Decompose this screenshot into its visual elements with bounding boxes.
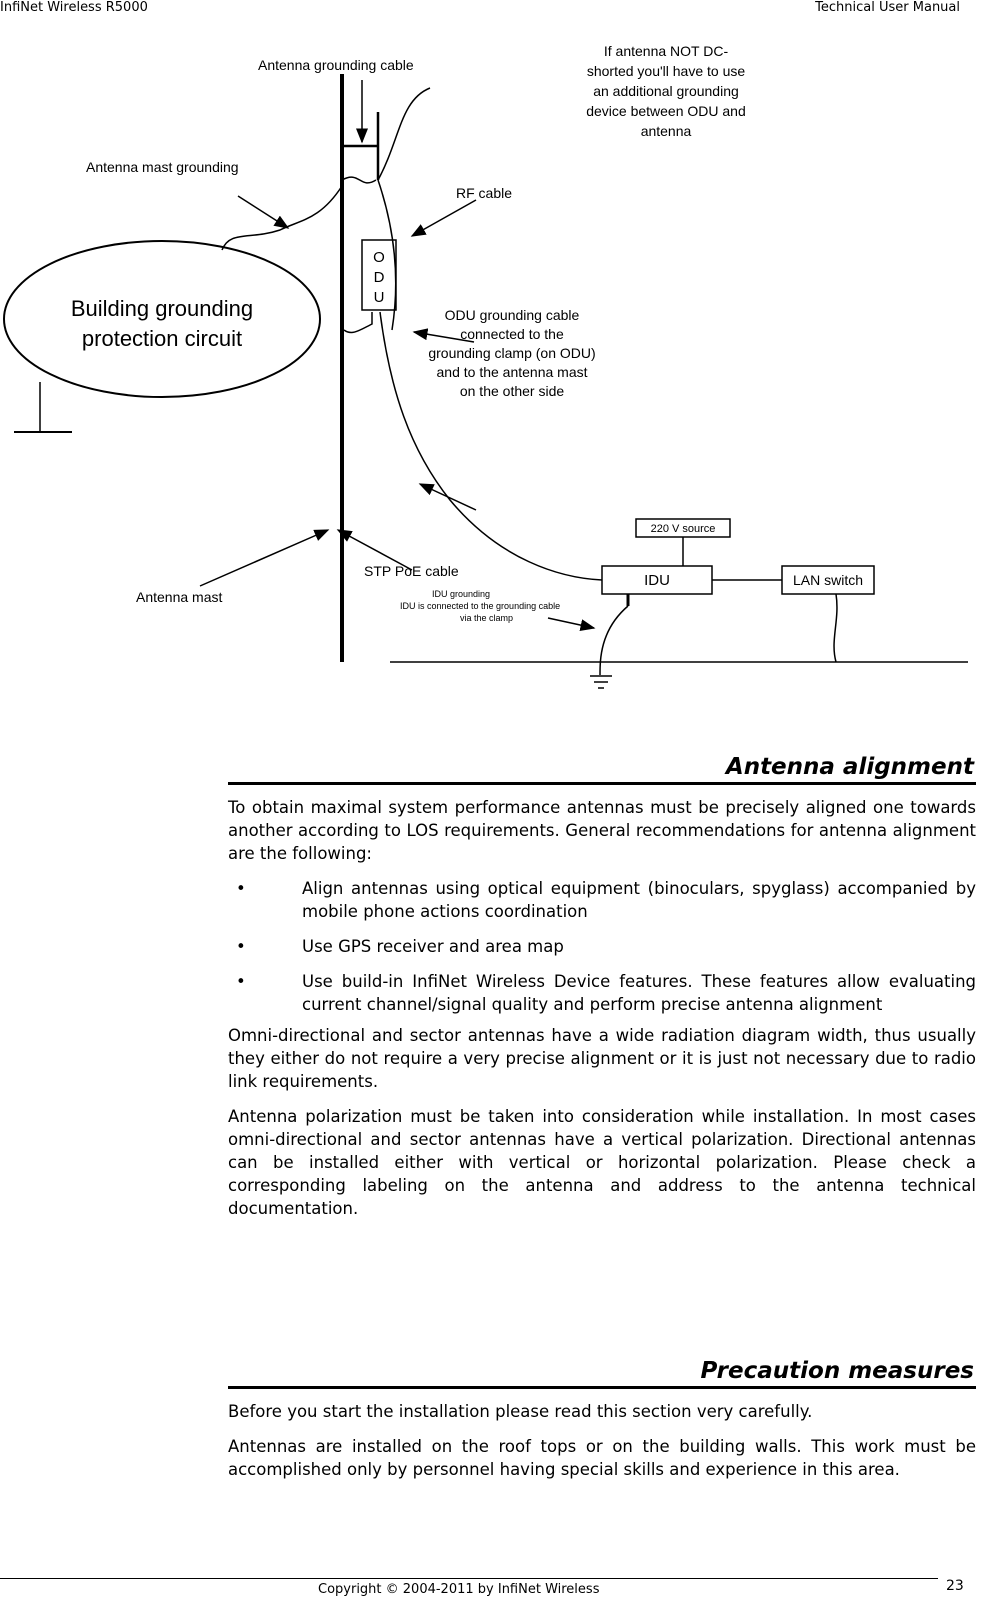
alignment-intro: To obtain maximal system performance antennas must be precisely aligned one towards another according to LOS requirements. General recommendations for antenna alignment are the following: (228, 798, 976, 863)
precaution-title: Precaution measures (228, 1356, 976, 1389)
label-idu-grounding-3: via the clamp (460, 613, 514, 623)
label-odu-grounding-2: connected to the (460, 326, 564, 342)
alignment-omni-paragraph: Omni-directional and sector antennas have a wide radiation diagram width, thus usually they either do not require a very precise alignment or it is just not necessary due to radio link requirements. (228, 1026, 976, 1091)
label-lan-switch: LAN switch (792, 572, 864, 588)
list-item (228, 935, 976, 958)
label-odu-grounding-3: grounding clamp (on ODU) (428, 345, 596, 361)
grounding-diagram (0, 30, 988, 710)
list-item (228, 970, 976, 1016)
label-antenna-mast-grounding: Antenna mast grounding (86, 159, 239, 175)
label-dc-note-2: shorted you'll have to use (586, 63, 746, 79)
label-idu-grounding-2: IDU is connected to the grounding cable (400, 601, 561, 611)
header-manual-title: Technical User Manual (815, 0, 960, 15)
bullet-dot-icon: • (236, 879, 246, 898)
label-odu-grounding-1: ODU grounding cable (444, 307, 580, 323)
page-number: 23 (946, 1578, 964, 1594)
bullet-dot-icon: • (236, 972, 246, 991)
label-dc-note-4: device between ODU and (586, 103, 746, 119)
list-item (228, 877, 976, 923)
bullet-text: Align antennas using optical equipment (binoculars, spyglass) accompanied by mobile phone actions coordination (302, 879, 976, 921)
label-odu-o: O (373, 249, 385, 266)
antenna-alignment-section (228, 752, 976, 1220)
label-dc-note-1: If antenna NOT DC- (603, 43, 729, 59)
footer-copyright: Copyright © 2004-2011 by InfiNet Wireless (318, 1582, 600, 1597)
precaution-paragraph-2: Antennas are installed on the roof tops or on the building walls. This work must be accomplished only by personnel having special skills and experience in this area. (228, 1437, 976, 1479)
alignment-bullet-list (228, 877, 976, 1016)
label-dc-note-3: an additional grounding (593, 83, 739, 99)
precaution-paragraph-1: Before you start the installation please read this section very carefully. (228, 1402, 813, 1421)
label-220v-source: 220 V source (650, 523, 716, 535)
footer-divider (0, 1578, 938, 1579)
label-odu-u: U (373, 289, 385, 306)
label-idu-grounding-1: IDU grounding (432, 589, 491, 599)
label-idu: IDU (644, 572, 670, 589)
label-odu-d: D (373, 269, 385, 286)
label-antenna-mast: Antenna mast (136, 589, 223, 605)
label-odu-grounding-5: on the other side (459, 383, 565, 399)
label-odu-grounding-4: and to the antenna mast (436, 364, 588, 380)
label-dc-note-5: antenna (640, 123, 692, 139)
bullet-text: Use build-in InfiNet Wireless Device features. These features allow evaluating current channel/signal quality and perform precise antenna alignment (302, 972, 976, 1014)
header-product: InfiNet Wireless R5000 (0, 0, 148, 15)
label-antenna-grounding-cable: Antenna grounding cable (258, 57, 414, 73)
bullet-text: Use GPS receiver and area map (302, 937, 564, 956)
precaution-section (228, 1356, 976, 1481)
label-rf-cable: RF cable (456, 185, 513, 201)
bullet-dot-icon: • (236, 937, 246, 956)
alignment-polarization-paragraph: Antenna polarization must be taken into consideration while installation. In most cases omni-directional and sector antennas have a vertical polarization. Directional antennas can be installed either with vertical or horizontal polarization. Please check a corresponding labeling on the antenna and address to the antenna technical documentation. (228, 1107, 976, 1218)
label-stp-poe-cable: STP PoE cable (364, 563, 459, 579)
antenna-alignment-title: Antenna alignment (228, 752, 976, 785)
label-building-2: protection circuit (81, 326, 243, 351)
label-building-1: Building grounding (70, 296, 254, 321)
